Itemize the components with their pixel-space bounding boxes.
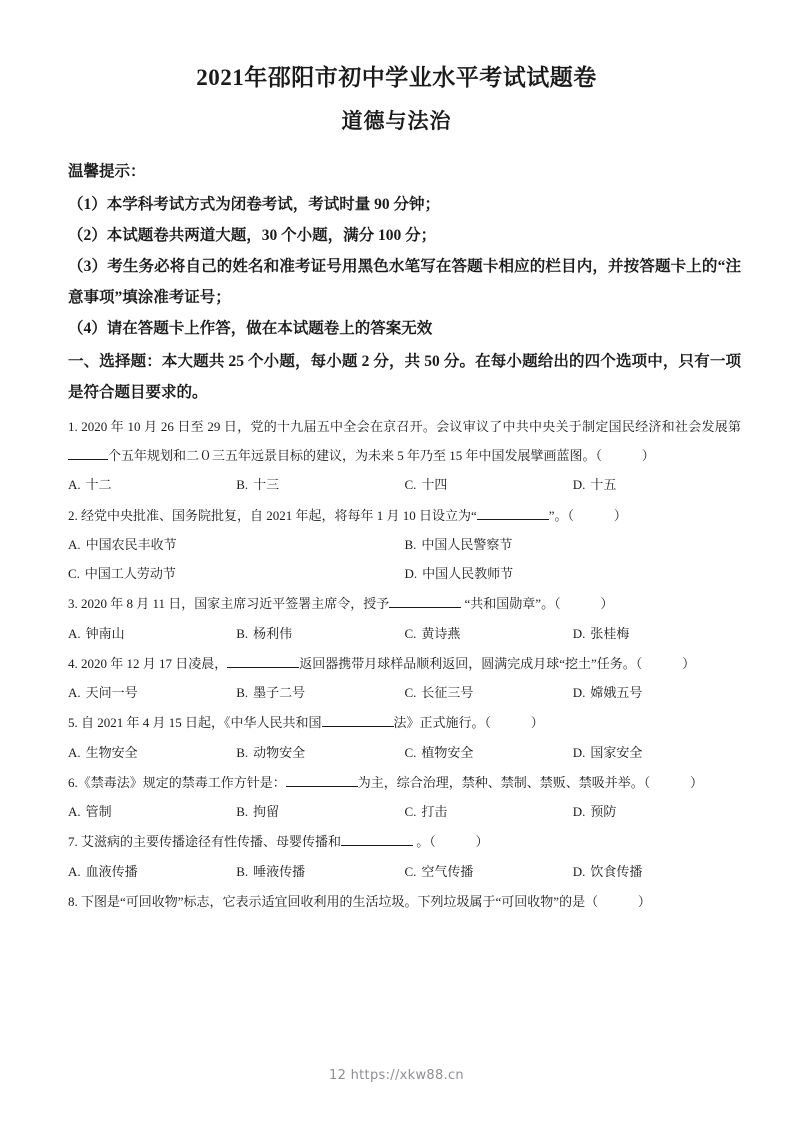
question-5-options: [68, 738, 741, 767]
page-subtitle: 道德与法治: [341, 109, 452, 134]
option-text: 空气传播: [421, 863, 474, 879]
option-letter: B.: [236, 685, 249, 701]
question-1-option-a[interactable]: [68, 470, 236, 499]
page-title: 2021年邵阳市初中学业水平考试试题卷: [196, 65, 597, 90]
question-1-stem-part3: ）: [641, 448, 655, 464]
question-7-option-b[interactable]: [236, 857, 404, 886]
question-5-stem-part3: ）: [530, 715, 544, 731]
question-3-stem-part2: “共和国勋章”。（: [461, 596, 561, 612]
question-5: [68, 708, 741, 767]
question-3-option-c[interactable]: [405, 619, 573, 648]
option-letter: C.: [404, 804, 417, 820]
option-letter: A.: [68, 625, 81, 641]
question-3-option-b[interactable]: [236, 619, 404, 648]
question-6-stem-part3: ）: [690, 774, 704, 790]
footer-watermark: 12 https://xkw88.cn: [329, 1068, 464, 1083]
question-7-answer-paren[interactable]: [436, 834, 476, 849]
question-6-option-b[interactable]: [236, 797, 404, 826]
notice-item-4: （4）请在答题卡上作答，做在本试题卷上的答案无效: [68, 319, 433, 337]
question-6-stem-part2: 为主，综合治理，禁种、禁制、禁贩、禁吸并举。（: [357, 774, 651, 790]
question-3-stem-part1: 3. 2020 年 8 月 11 日，国家主席习近平签署主席令，授予: [68, 596, 390, 612]
question-5-option-b[interactable]: [236, 738, 404, 767]
option-letter: B.: [236, 477, 249, 493]
notice-item-2: （2）本试题卷共两道大题，30 个小题，满分 100 分；: [68, 226, 437, 244]
question-6: [68, 768, 741, 827]
option-text: 中国人民教师节: [422, 566, 514, 582]
option-letter: D.: [572, 625, 586, 641]
question-7-stem-part1: 7. 艾滋病的主要传播途径有性传播、母婴传播和: [68, 834, 342, 850]
question-3-stem: [68, 589, 741, 618]
question-7-stem: [68, 827, 741, 856]
option-letter: D.: [572, 744, 586, 760]
question-8-answer-paren[interactable]: [598, 894, 638, 909]
question-6-stem: [68, 768, 741, 797]
question-4-option-a[interactable]: [68, 678, 236, 707]
notice-item-3: （3）考生务必将自己的姓名和准考证号用黑色水笔写在答题卡相应的栏目内，并按答题卡上的“注意事项”填涂准考证号；: [68, 257, 741, 306]
question-2-stem-part1: 2. 经党中央批准、国务院批复，自 2021 年起，将每年 1 月 10 日设立为“: [68, 507, 477, 523]
section-heading-choice: 一、选择题：本大题共 25 个小题，每小题 2 分，共 50 分。在每小题给出的四个选项中，只有一项是符合题目要求的。: [68, 352, 741, 401]
question-6-blank[interactable]: [286, 786, 358, 787]
question-1-stem-part1: 1. 2020 年 10 月 26 日至 29 日，党的十九届五中全会在京召开。会议审议了中共中央关于制定国民经济和社会发展第: [68, 418, 741, 434]
question-5-option-d[interactable]: [573, 738, 741, 767]
question-2-stem: [68, 501, 741, 530]
option-letter: C.: [404, 685, 417, 701]
question-6-answer-paren[interactable]: [650, 775, 690, 790]
option-letter: A.: [68, 536, 81, 552]
question-5-stem-part2: 法》正式施行。（: [393, 715, 492, 731]
option-letter: C.: [404, 625, 417, 641]
question-4-option-b[interactable]: [236, 678, 404, 707]
option-text: 杨利伟: [253, 625, 293, 641]
question-4: [68, 649, 741, 708]
question-5-option-c[interactable]: [405, 738, 573, 767]
option-text: 十四: [421, 477, 448, 493]
question-4-option-c[interactable]: [405, 678, 573, 707]
option-text: 预防: [590, 804, 617, 820]
question-4-stem-part1: 4. 2020 年 12 月 17 日凌晨，: [68, 655, 228, 671]
option-text: 天问一号: [85, 685, 138, 701]
option-text: 中国工人劳动节: [84, 566, 176, 582]
option-letter: B.: [236, 863, 249, 879]
option-text: 植物安全: [421, 744, 474, 760]
question-1-option-b[interactable]: [236, 470, 404, 499]
question-1-option-c[interactable]: [405, 470, 573, 499]
question-8-stem-part1: 8. 下图是“可回收物”标志，它表示适宜回收利用的生活垃圾。下列垃圾属于“可回收物”的是（: [68, 893, 599, 909]
question-7: [68, 827, 741, 886]
option-text: 国家安全: [590, 744, 643, 760]
question-3-options: [68, 619, 741, 648]
option-text: 钟南山: [85, 625, 125, 641]
option-letter: D.: [572, 863, 586, 879]
question-2-stem-part3: ）: [613, 507, 627, 523]
question-6-options: [68, 797, 741, 826]
option-text: 十五: [590, 477, 617, 493]
question-2-blank[interactable]: [477, 519, 549, 520]
question-8: [68, 887, 741, 916]
option-letter: D.: [572, 804, 586, 820]
option-text: 饮食传播: [590, 863, 643, 879]
question-3-blank[interactable]: [389, 607, 461, 608]
option-letter: A.: [68, 685, 81, 701]
option-letter: B.: [236, 625, 249, 641]
option-text: 拘留: [253, 804, 280, 820]
option-text: 张桂梅: [590, 625, 630, 641]
question-7-option-a[interactable]: [68, 857, 236, 886]
question-1-answer-paren[interactable]: [602, 448, 642, 463]
question-7-stem-part2: 。（: [413, 834, 436, 850]
question-6-option-d[interactable]: [573, 797, 741, 826]
question-3: [68, 589, 741, 648]
question-5-stem: [68, 708, 741, 737]
question-7-options: [68, 857, 741, 886]
option-letter: A.: [68, 477, 81, 493]
question-2-option-c[interactable]: [68, 559, 405, 588]
option-text: 中国农民丰收节: [85, 536, 177, 552]
question-5-stem-part1: 5. 自 2021 年 4 月 15 日起，《中华人民共和国: [68, 715, 322, 731]
question-7-stem-part3: ）: [475, 834, 489, 850]
question-8-stem-part3: ）: [637, 893, 651, 909]
option-letter: B.: [236, 744, 249, 760]
question-2-option-b[interactable]: [405, 530, 742, 559]
question-3-option-d[interactable]: [573, 619, 741, 648]
option-letter: C.: [404, 477, 417, 493]
question-1-option-d[interactable]: [573, 470, 741, 499]
title-block: [0, 62, 793, 135]
question-2-stem-part2: ”。（: [548, 507, 575, 523]
document-body: [0, 157, 793, 916]
option-text: 唾液传播: [253, 863, 306, 879]
question-4-stem-part3: ）: [682, 655, 696, 671]
notice-item-1: （1）本学科考试方式为闭卷考试，考试时量 90 分钟；: [68, 195, 441, 213]
option-letter: D.: [404, 566, 418, 582]
option-text: 中国人民警察节: [421, 536, 513, 552]
question-6-option-a[interactable]: [68, 797, 236, 826]
question-3-stem-part3: ）: [600, 596, 614, 612]
option-letter: C.: [404, 863, 417, 879]
option-letter: D.: [572, 477, 586, 493]
question-1-blank[interactable]: [68, 459, 108, 460]
option-text: 嫦娥五号: [590, 685, 643, 701]
question-7-blank[interactable]: [341, 845, 413, 846]
question-2-options: [68, 530, 741, 589]
question-4-answer-paren[interactable]: [642, 656, 682, 671]
question-4-option-d[interactable]: [573, 678, 741, 707]
question-4-blank[interactable]: [227, 667, 299, 668]
question-1-stem: [68, 412, 741, 471]
option-letter: A.: [68, 863, 81, 879]
question-1: [68, 412, 741, 500]
option-letter: D.: [572, 685, 586, 701]
question-5-blank[interactable]: [322, 726, 394, 727]
question-6-stem-part1: 6.《禁毒法》规定的禁毒工作方针是：: [68, 774, 286, 790]
question-1-stem-part2: 个五年规划和二０三五年远景目标的建议，为未来 5 年乃至 15 年中国发展擘画蓝图。（: [108, 448, 603, 464]
option-text: 动物安全: [253, 744, 306, 760]
question-7-option-c[interactable]: [405, 857, 573, 886]
question-4-options: [68, 678, 741, 707]
option-text: 十三: [253, 477, 280, 493]
question-5-option-a[interactable]: [68, 738, 236, 767]
question-6-option-c[interactable]: [405, 797, 573, 826]
question-3-answer-paren[interactable]: [561, 596, 601, 611]
question-1-options: [68, 470, 741, 499]
option-letter: A.: [68, 804, 81, 820]
option-text: 黄诗燕: [421, 625, 461, 641]
option-text: 长征三号: [421, 685, 474, 701]
option-letter: A.: [68, 744, 81, 760]
question-2: [68, 501, 741, 589]
notice-block: [68, 157, 741, 343]
question-8-stem: [68, 887, 741, 916]
option-text: 血液传播: [85, 863, 138, 879]
question-7-option-d[interactable]: [573, 857, 741, 886]
question-4-stem-part2: 返回器携带月球样品顺利返回，圆满完成月球“挖土”任务。（: [299, 655, 643, 671]
option-text: 墨子二号: [253, 685, 306, 701]
question-3-option-a[interactable]: [68, 619, 236, 648]
option-text: 管制: [85, 804, 112, 820]
question-2-option-a[interactable]: [68, 530, 405, 559]
option-text: 十二: [85, 477, 112, 493]
option-letter: C.: [404, 744, 417, 760]
option-text: 打击: [421, 804, 448, 820]
question-4-stem: [68, 649, 741, 678]
option-letter: C.: [68, 566, 80, 582]
question-2-option-d[interactable]: [405, 559, 742, 588]
question-5-answer-paren[interactable]: [491, 715, 531, 730]
option-letter: B.: [236, 804, 249, 820]
option-letter: B.: [404, 536, 417, 552]
option-text: 生物安全: [85, 744, 138, 760]
notice-heading: 温馨提示：: [68, 163, 146, 181]
question-2-answer-paren[interactable]: [574, 508, 614, 523]
